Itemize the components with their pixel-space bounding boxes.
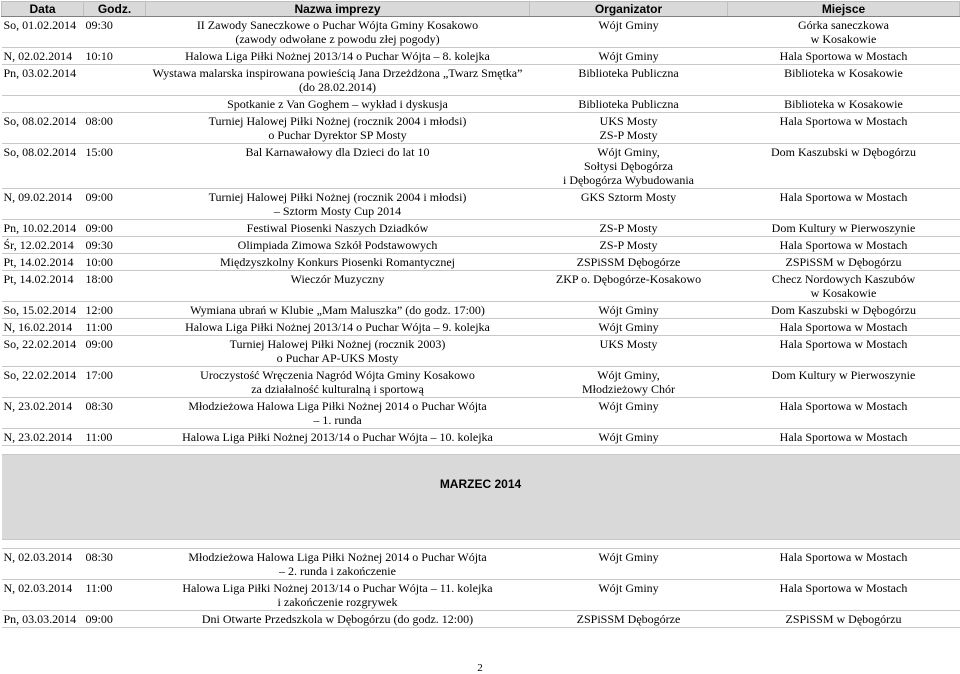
event-organizer <box>530 549 728 580</box>
event-date: So, 08.02.2014 <box>2 113 84 144</box>
event-name <box>146 429 530 446</box>
header-date: Data <box>2 2 84 17</box>
event-place-line: Hala Sportowa w Mostach <box>779 550 908 564</box>
event-name-line: II Zawody Saneczkowe o Puchar Wójta Gminy Kosakowo <box>196 18 479 32</box>
event-place-line: ZSPiSSM w Dębogórzu <box>785 612 902 626</box>
spacer-row <box>2 446 960 455</box>
event-date <box>2 96 84 113</box>
event-organizer <box>530 302 728 319</box>
event-time: 08:30 <box>84 398 146 429</box>
event-place-line: Biblioteka w Kosakowie <box>784 97 903 111</box>
event-place-line: Hala Sportowa w Mostach <box>779 238 908 252</box>
event-place-line: Dom Kaszubski w Dębogórzu <box>771 145 916 159</box>
event-organizer-line: Wójt Gminy <box>598 430 659 444</box>
event-place <box>728 254 960 271</box>
event-date: Pn, 10.02.2014 <box>2 220 84 237</box>
event-date: Pt, 14.02.2014 <box>2 254 84 271</box>
table-row <box>2 254 960 271</box>
event-name-line: Dni Otwarte Przedszkola w Dębogórzu (do godz. 12:00) <box>201 612 474 626</box>
event-organizer-line: Wójt Gminy <box>598 399 659 413</box>
event-time: 09:00 <box>84 336 146 367</box>
event-date: Pn, 03.03.2014 <box>2 611 84 628</box>
table-row <box>2 302 960 319</box>
event-name <box>146 611 530 628</box>
event-name-line: Młodzieżowa Halowa Liga Piłki Nożnej 2014 o Puchar Wójta <box>188 399 487 413</box>
table-row <box>2 319 960 336</box>
event-name <box>146 319 530 336</box>
event-place-line: Hala Sportowa w Mostach <box>779 399 908 413</box>
table-row <box>2 17 960 48</box>
event-name-line: i zakończenie rozgrywek <box>277 595 398 609</box>
event-name-line: Turniej Halowej Piłki Nożnej (rocznik 2003) <box>229 337 446 351</box>
event-date: So, 22.02.2014 <box>2 336 84 367</box>
event-organizer-line: ZSPiSSM Dębogórze <box>576 255 681 269</box>
event-name-line: Olimpiada Zimowa Szkół Podstawowych <box>237 238 438 252</box>
table-header-row <box>2 2 960 17</box>
event-date: N, 02.02.2014 <box>2 48 84 65</box>
event-time: 18:00 <box>84 271 146 302</box>
event-name-line: – 1. runda <box>313 413 362 427</box>
event-name-line: Bal Karnawałowy dla Dzieci do lat 10 <box>245 145 430 159</box>
event-place <box>728 271 960 302</box>
event-date: N, 09.02.2014 <box>2 189 84 220</box>
event-organizer <box>530 336 728 367</box>
event-name <box>146 17 530 48</box>
table-row <box>2 611 960 628</box>
event-date: So, 08.02.2014 <box>2 144 84 189</box>
event-time: 11:00 <box>84 429 146 446</box>
event-name <box>146 271 530 302</box>
event-name-line: Halowa Liga Piłki Nożnej 2013/14 o Puchar Wójta – 11. kolejka <box>182 581 493 595</box>
event-organizer-line: Sołtysi Dębogórza <box>584 159 673 173</box>
table-row <box>2 220 960 237</box>
month-bar <box>2 455 960 540</box>
event-date: Pn, 03.02.2014 <box>2 65 84 96</box>
event-organizer-line: Wójt Gminy, <box>597 368 660 382</box>
event-name-line: Halowa Liga Piłki Nożnej 2013/14 o Puchar Wójta – 8. kolejka <box>185 49 490 63</box>
page-number: 2 <box>477 662 483 674</box>
event-name-line: Halowa Liga Piłki Nożnej 2013/14 o Puchar Wójta – 9. kolejka <box>185 320 490 334</box>
event-place <box>728 65 960 96</box>
event-name <box>146 48 530 65</box>
event-place-line: ZSPiSSM w Dębogórzu <box>785 255 902 269</box>
event-name-line: o Puchar AP-UKS Mosty <box>276 351 399 365</box>
event-organizer <box>530 113 728 144</box>
event-organizer <box>530 611 728 628</box>
event-time: 10:00 <box>84 254 146 271</box>
month-title: MARZEC 2014 <box>439 477 522 491</box>
event-name <box>146 65 530 96</box>
event-date: So, 22.02.2014 <box>2 367 84 398</box>
event-place-line: Biblioteka w Kosakowie <box>784 66 903 80</box>
event-organizer <box>530 48 728 65</box>
month-separator <box>2 446 960 549</box>
event-place-line: Hala Sportowa w Mostach <box>779 430 908 444</box>
event-name-line: Spotkanie z Van Goghem – wykład i dyskusja <box>227 97 448 111</box>
event-place <box>728 367 960 398</box>
event-place <box>728 189 960 220</box>
event-name <box>146 398 530 429</box>
table-row <box>2 367 960 398</box>
event-name <box>146 302 530 319</box>
event-organizer <box>530 17 728 48</box>
event-organizer-line: UKS Mosty <box>599 114 658 128</box>
event-organizer-line: ZSPiSSM Dębogórze <box>576 612 681 626</box>
event-time <box>84 96 146 113</box>
table-row <box>2 189 960 220</box>
table-row <box>2 237 960 254</box>
event-name-line: o Puchar Dyrektor SP Mosty <box>268 128 407 142</box>
event-place-line: Dom Kultury w Pierwoszynie <box>771 368 916 382</box>
event-organizer <box>530 367 728 398</box>
event-place <box>728 237 960 254</box>
table-row <box>2 398 960 429</box>
event-place <box>728 96 960 113</box>
event-time: 17:00 <box>84 367 146 398</box>
event-place <box>728 220 960 237</box>
event-name-line: (zawody odwołane z powodu złej pogody) <box>235 32 440 46</box>
header-event-name: Nazwa imprezy <box>146 2 530 17</box>
event-name-line: Wymiana ubrań w Klubie „Mam Maluszka” (do godz. 17:00) <box>190 303 485 317</box>
header-organizer: Organizator <box>530 2 728 17</box>
events-table <box>1 1 960 628</box>
event-place <box>728 336 960 367</box>
event-place-line: Górka saneczkowa <box>798 18 889 32</box>
event-place <box>728 48 960 65</box>
event-name <box>146 336 530 367</box>
event-place-line: Hala Sportowa w Mostach <box>779 320 908 334</box>
event-time: 12:00 <box>84 302 146 319</box>
event-organizer-line: ZS-P Mosty <box>599 238 658 252</box>
event-name-line: Uroczystość Wręczenia Nagród Wójta Gminy Kosakowo <box>200 368 475 382</box>
event-name-line: – Sztorm Mosty Cup 2014 <box>273 204 402 218</box>
event-time: 09:30 <box>84 17 146 48</box>
event-organizer-line: Biblioteka Publiczna <box>578 97 679 111</box>
event-place <box>728 398 960 429</box>
event-name-line: Festiwal Piosenki Naszych Dziadków <box>246 221 429 235</box>
event-organizer-line: ZKP o. Dębogórze-Kosakowo <box>555 272 702 286</box>
event-date: N, 23.02.2014 <box>2 429 84 446</box>
event-organizer-line: Biblioteka Publiczna <box>578 66 679 80</box>
event-organizer <box>530 96 728 113</box>
event-place <box>728 319 960 336</box>
event-name <box>146 580 530 611</box>
event-name-line: Halowa Liga Piłki Nożnej 2013/14 o Puchar Wójta – 10. kolejka <box>182 430 493 444</box>
event-name-line: Międzyszkolny Konkurs Piosenki Romantycznej <box>220 255 455 269</box>
event-date: N, 16.02.2014 <box>2 319 84 336</box>
event-organizer <box>530 398 728 429</box>
event-time: 11:00 <box>84 580 146 611</box>
event-name <box>146 189 530 220</box>
event-name-line: (do 28.02.2014) <box>299 80 376 94</box>
february-events <box>2 17 960 446</box>
event-organizer <box>530 319 728 336</box>
event-name-line: Turniej Halowej Piłki Nożnej (rocznik 2004 i młodsi) <box>208 190 467 204</box>
event-organizer-line: Wójt Gminy <box>598 18 659 32</box>
event-organizer-line: Wójt Gminy <box>598 581 659 595</box>
event-place <box>728 302 960 319</box>
event-date: N, 02.03.2014 <box>2 549 84 580</box>
event-time: 08:30 <box>84 549 146 580</box>
event-date: N, 02.03.2014 <box>2 580 84 611</box>
event-name <box>146 144 530 189</box>
event-name-line: za działalność kulturalną i sportową <box>251 382 424 396</box>
event-time: 09:00 <box>84 611 146 628</box>
event-organizer-line: Wójt Gminy <box>598 320 659 334</box>
event-name <box>146 96 530 113</box>
event-date: Śr, 12.02.2014 <box>2 237 84 254</box>
event-name-line: – 2. runda i zakończenie <box>279 564 396 578</box>
event-name <box>146 113 530 144</box>
event-date: So, 01.02.2014 <box>2 17 84 48</box>
table-row <box>2 549 960 580</box>
header-time: Godz. <box>84 2 146 17</box>
event-name <box>146 220 530 237</box>
event-name-line: Turniej Halowej Piłki Nożnej (rocznik 2004 i młodsi) <box>208 114 467 128</box>
spacer-row <box>2 540 960 549</box>
event-organizer-line: Młodzieżowy Chór <box>582 382 675 396</box>
table-row <box>2 580 960 611</box>
event-organizer-line: UKS Mosty <box>599 337 658 351</box>
event-organizer-line: GKS Sztorm Mosty <box>580 190 677 204</box>
event-name-line: Wystawa malarska inspirowana powieścią Jana Drzeżdżona „Twarz Smętka” <box>152 66 523 80</box>
event-name <box>146 254 530 271</box>
event-name <box>146 367 530 398</box>
event-time: 09:00 <box>84 189 146 220</box>
event-time: 08:00 <box>84 113 146 144</box>
event-organizer-line: ZS-P Mosty <box>599 128 658 142</box>
event-place-line: Checz Nordowych Kaszubów <box>771 272 916 286</box>
event-place <box>728 429 960 446</box>
event-organizer-line: Wójt Gminy <box>598 49 659 63</box>
event-time <box>84 65 146 96</box>
event-place-line: w Kosakowie <box>810 286 877 300</box>
event-organizer-line: Wójt Gminy, <box>597 145 660 159</box>
table-row <box>2 96 960 113</box>
event-organizer <box>530 580 728 611</box>
table-row <box>2 48 960 65</box>
table-row <box>2 65 960 96</box>
event-organizer-line: ZS-P Mosty <box>599 221 658 235</box>
event-place-line: Dom Kaszubski w Dębogórzu <box>771 303 916 317</box>
table-row <box>2 271 960 302</box>
event-place <box>728 144 960 189</box>
event-date: N, 23.02.2014 <box>2 398 84 429</box>
table-row <box>2 144 960 189</box>
event-date: Pt, 14.02.2014 <box>2 271 84 302</box>
table-row <box>2 429 960 446</box>
event-place <box>728 17 960 48</box>
event-organizer <box>530 271 728 302</box>
event-place <box>728 580 960 611</box>
event-organizer <box>530 189 728 220</box>
event-place-line: w Kosakowie <box>810 32 877 46</box>
event-time: 15:00 <box>84 144 146 189</box>
event-time: 10:10 <box>84 48 146 65</box>
event-place-line: Hala Sportowa w Mostach <box>779 581 908 595</box>
event-place-line: Hala Sportowa w Mostach <box>779 49 908 63</box>
event-organizer <box>530 254 728 271</box>
event-organizer <box>530 65 728 96</box>
event-organizer <box>530 237 728 254</box>
event-place-line: Hala Sportowa w Mostach <box>779 337 908 351</box>
event-time: 11:00 <box>84 319 146 336</box>
event-name <box>146 237 530 254</box>
event-organizer <box>530 429 728 446</box>
header-place: Miejsce <box>728 2 960 17</box>
event-place-line: Hala Sportowa w Mostach <box>779 190 908 204</box>
event-organizer-line: Wójt Gminy <box>598 550 659 564</box>
event-organizer <box>530 220 728 237</box>
event-place <box>728 113 960 144</box>
march-events <box>2 549 960 628</box>
event-place-line: Dom Kultury w Pierwoszynie <box>771 221 916 235</box>
event-time: 09:30 <box>84 237 146 254</box>
table-row <box>2 336 960 367</box>
event-place <box>728 549 960 580</box>
event-organizer <box>530 144 728 189</box>
event-place-line: Hala Sportowa w Mostach <box>779 114 908 128</box>
event-name-line: Wieczór Muzyczny <box>290 272 385 286</box>
event-name <box>146 549 530 580</box>
event-date: So, 15.02.2014 <box>2 302 84 319</box>
event-organizer-line: i Dębogórza Wybudowania <box>562 173 694 187</box>
event-time: 09:00 <box>84 220 146 237</box>
event-organizer-line: Wójt Gminy <box>598 303 659 317</box>
event-place <box>728 611 960 628</box>
table-row <box>2 113 960 144</box>
event-name-line: Młodzieżowa Halowa Liga Piłki Nożnej 2014 o Puchar Wójta <box>188 550 487 564</box>
